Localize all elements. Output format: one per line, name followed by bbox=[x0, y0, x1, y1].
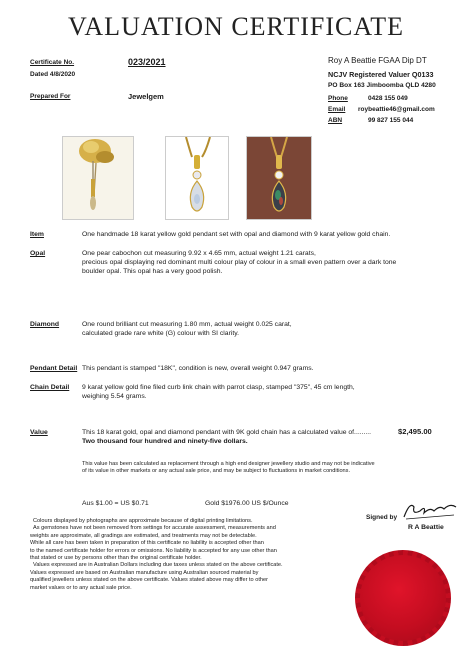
item-text: One handmade 18 karat yellow gold pendant set with opal and diamond with 9 karat yellow gold chain. bbox=[82, 231, 391, 238]
email-value: roybeattie46@gmail.com bbox=[358, 106, 435, 113]
valuer-registration: NCJV Registered Valuer Q0133 bbox=[328, 70, 434, 79]
opal-description bbox=[82, 249, 462, 276]
diamond-line: calculated grade rare white (G) colour with SI clarity. bbox=[82, 330, 240, 337]
diamond-label: Diamond bbox=[30, 321, 60, 328]
pendant-photo-2 bbox=[165, 136, 229, 220]
signer-name: R A Beattie bbox=[408, 524, 444, 531]
gold-price: Gold $1976.00 US $/Ounce bbox=[205, 500, 289, 507]
chain-detail-text bbox=[82, 383, 457, 401]
certificate-no-label: Certificate No. bbox=[30, 59, 75, 66]
value-label: Value bbox=[30, 429, 48, 436]
certificate-title: VALUATION CERTIFICATE bbox=[67, 12, 404, 41]
disclaimer-line: While all care has been taken in preparation of this certificate no liability is accepted other than bbox=[30, 540, 264, 547]
opal-line: One pear cabochon cut measuring 9.92 x 4.65 mm, actual weight 1.21 carats, bbox=[82, 250, 316, 257]
pendant-photo-1 bbox=[62, 136, 134, 220]
diamond-description bbox=[82, 320, 457, 338]
abn-label: ABN bbox=[328, 117, 343, 124]
email-label: Email bbox=[328, 106, 346, 113]
prepared-for-value: Jewelgem bbox=[128, 92, 164, 101]
pendant-photo-3 bbox=[246, 136, 312, 220]
valuer-address: PO Box 163 Jimboomba QLD 4280 bbox=[328, 82, 436, 89]
valuation-note bbox=[82, 461, 462, 476]
abn-value: 99 827 155 044 bbox=[368, 117, 414, 124]
disclaimer-line: qualified jewellers unless stated on the above certificate. Values stated above may differ to other bbox=[30, 577, 268, 584]
disclaimer-line: Colours displayed by photographs are approximate because of digital printing limitations. bbox=[33, 518, 253, 524]
disclaimer-line: Values expressed are based on Australian manufacture using Australian sourced material by bbox=[30, 569, 259, 576]
signature-image bbox=[400, 497, 460, 523]
disclaimer bbox=[30, 518, 360, 592]
diamond-line: One round brilliant cut measuring 1.80 mm, actual weight 0.025 carat, bbox=[82, 321, 292, 328]
disclaimer-line: that stated or use by persons other than the original certificate holder. bbox=[30, 555, 202, 562]
prepared-for-label: Prepared For bbox=[30, 93, 71, 100]
value-text: This 18 karat gold, opal and diamond pendant with 9K gold chain has a calculated value of......... bbox=[82, 429, 372, 436]
opal-label: Opal bbox=[30, 250, 46, 257]
signed-by-label: Signed by bbox=[366, 514, 398, 521]
disclaimer-line: Values expressed are in Australian Dollars including due taxes unless stated on the above certificate. bbox=[33, 562, 283, 569]
pendant-detail-label: Pendant Detail bbox=[30, 365, 78, 372]
value-words: Two thousand four hundred and ninety-five dollars. bbox=[82, 438, 248, 445]
phone-value: 0428 155 049 bbox=[368, 95, 408, 102]
note-line: of its value in other markets or any actual sale price, and may be subject to fluctuations in market conditions. bbox=[82, 468, 351, 475]
pendant-detail-text: This pendant is stamped "18K", condition is new, overall weight 0.947 grams. bbox=[82, 365, 314, 372]
certificate-date: Dated 4/8/2020 bbox=[30, 71, 76, 78]
disclaimer-line: market values or to any actual sale price. bbox=[30, 584, 132, 591]
opal-line: precious opal displaying red dominant multi colour play of colour in a small even pattern over a dark tone bbox=[82, 259, 397, 266]
red-seal bbox=[355, 550, 451, 646]
exchange-rate: Aus $1.00 = US $0.71 bbox=[82, 500, 149, 507]
chain-line: weighing 5.54 grams. bbox=[82, 393, 147, 400]
disclaimer-line: weights are approximate, all gradings are estimated, and treatments may not be detectable. bbox=[30, 532, 257, 539]
chain-line: 9 karat yellow gold fine filed curb link chain with parrot clasp, stamped "375", 45 cm length, bbox=[82, 384, 355, 391]
item-label: Item bbox=[30, 231, 44, 238]
opal-line: boulder opal. This opal has a very good polish. bbox=[82, 268, 223, 275]
disclaimer-line: As gemstones have not been removed from settings for accurate assessment, measurements and bbox=[33, 525, 276, 532]
valuer-name: Roy A Beattie FGAA Dip DT bbox=[328, 56, 427, 65]
phone-label: Phone bbox=[328, 95, 348, 102]
certificate-no-value: 023/2021 bbox=[128, 57, 166, 67]
note-line: This value has been calculated as replacement through a high end designer jewellery studio and may not be indicative bbox=[82, 461, 375, 467]
disclaimer-line: to the named certificate holder for errors or omissions. No liability is accepted for any use other than bbox=[30, 547, 277, 554]
chain-detail-label: Chain Detail bbox=[30, 384, 70, 391]
value-amount: $2,495.00 bbox=[398, 427, 432, 436]
